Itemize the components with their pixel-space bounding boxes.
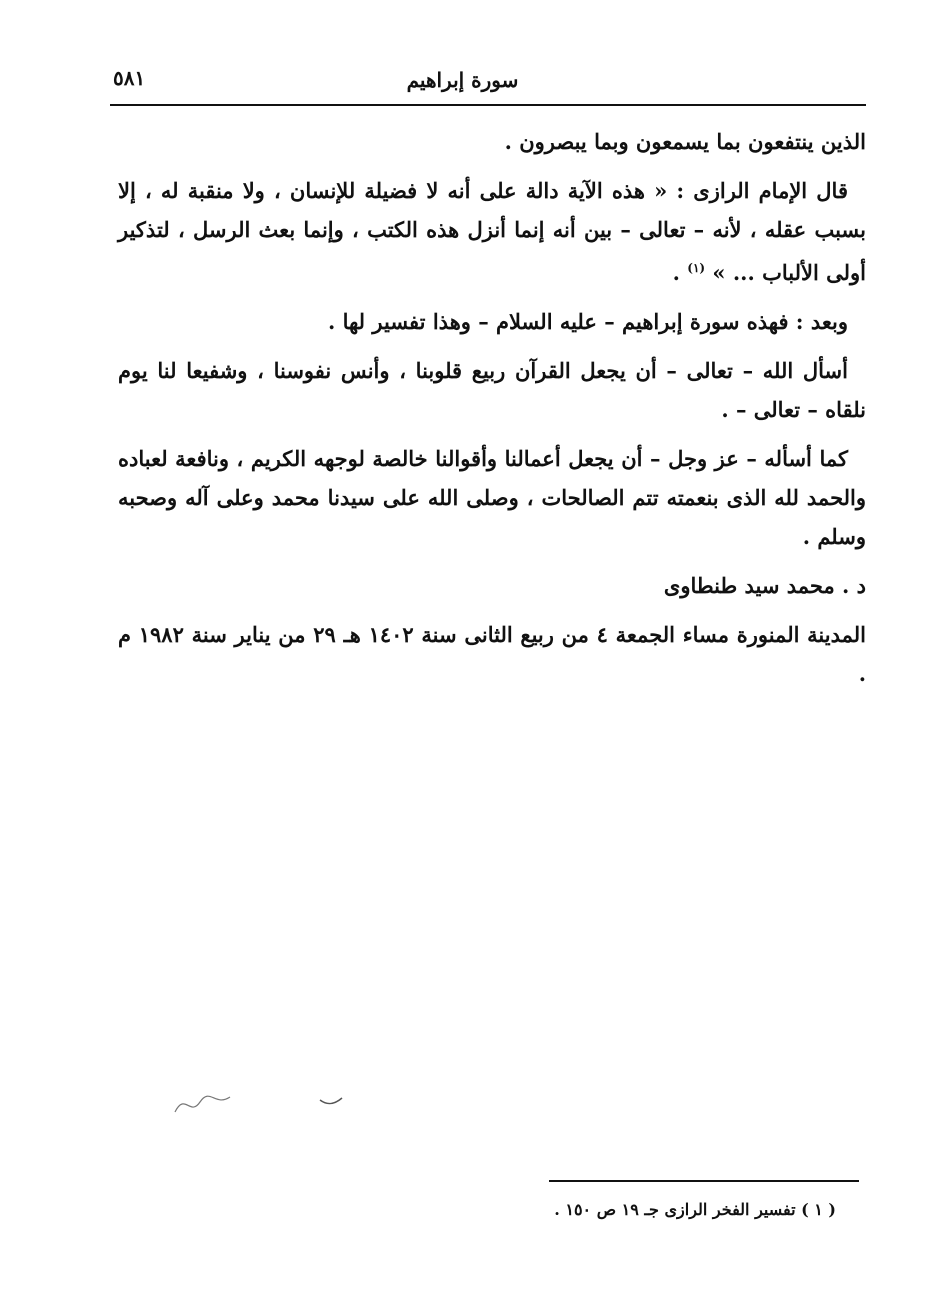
running-title: سورة إبراهيم bbox=[406, 68, 519, 92]
footnote-rule bbox=[549, 1180, 859, 1182]
footnote-marker: (١) bbox=[687, 261, 706, 275]
page-number: ٥٨١ bbox=[113, 66, 146, 90]
paragraph-2-end: . bbox=[672, 260, 688, 285]
paragraph-2 bbox=[118, 171, 866, 292]
paragraph-3: وبعد : فهذه سورة إبراهيم – عليه السلام – وهذا تفسير لها . bbox=[327, 309, 848, 334]
signature: د . محمد سيد طنطاوى bbox=[663, 573, 866, 598]
paragraph-1: الذين ينتفعون بما يسمعون وبما يبصرون . bbox=[504, 129, 866, 154]
scan-artifact-mark bbox=[170, 1082, 370, 1122]
date-line: المدينة المنورة مساء الجمعة ٤ من ربيع الثانى سنة ١٤٠٢ هـ ٢٩ من يناير سنة ١٩٨٢ م . bbox=[118, 622, 866, 686]
body-text bbox=[118, 122, 866, 703]
paragraph-4: أسأل الله – تعالى – أن يجعل القرآن ربيع قلوبنا ، وأنس نفوسنا ، وشفيعا لنا يوم نلقاه – تعالى – . bbox=[118, 358, 866, 422]
footnote: ( ١ ) تفسير الفخر الرازى جـ ١٩ ص ١٥٠ . bbox=[554, 1200, 836, 1219]
paragraph-5: كما أسأله – عز وجل – أن يجعل أعمالنا وأقوالنا خالصة لوجهه الكريم ، ونافعة لعباده والحمد لله الذى بنعمته تتم الصالحات ، وصلى الله على سيدنا محمد وعلى آله وصحبه وسلم . bbox=[118, 446, 866, 549]
paragraph-2-text: قال الإمام الرازى : « هذه الآية دالة على أنه لا فضيلة للإنسان ، ولا منقبة له ، إلا بسبب عقله ، لأنه – تعالى – بين أنه إنما أنزل هذه الكتب ، وإنما بعث الرسل ، لتذكير أولى الألباب ... » bbox=[118, 178, 866, 285]
header-rule bbox=[110, 104, 866, 106]
